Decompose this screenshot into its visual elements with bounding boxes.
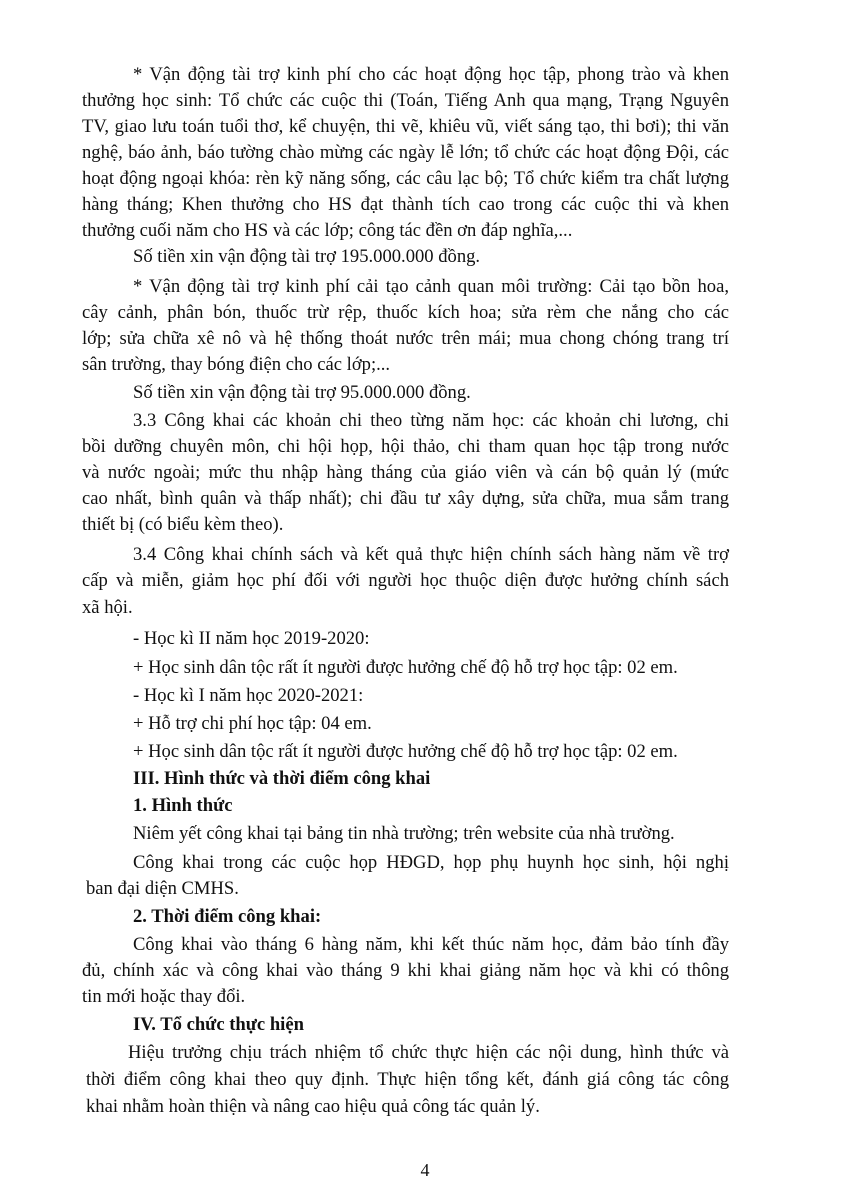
paragraph-line: khai nhằm hoàn thiện và nâng cao hiệu quả công tác quản lý. (86, 1096, 540, 1117)
page-number: 4 (420, 1160, 430, 1180)
paragraph-line: hàng tháng; Khen thưởng cho HS đạt thành tích cao trong các cuộc thi và khen (82, 194, 729, 215)
paragraph-line: lớp; sửa chữa xê nô và hệ thống thoát nước trên mái; mua chong chóng trang trí (82, 328, 729, 349)
paragraph-line: Hiệu trưởng chịu trách nhiệm tổ chức thực hiện các nội dung, hình thức và (128, 1042, 729, 1063)
paragraph-line: thiết bị (có biểu kèm theo). (82, 514, 284, 535)
section-heading: IV. Tổ chức thực hiện (133, 1014, 304, 1035)
paragraph-line: Công khai trong các cuộc họp HĐGD, họp phụ huynh học sinh, hội nghị (133, 852, 729, 873)
paragraph-line: 3.3 Công khai các khoản chi theo từng năm học: các khoản chi lương, chi (133, 410, 729, 431)
paragraph-line: xã hội. (82, 597, 133, 618)
paragraph-line: hoạt động ngoại khóa: rèn kỹ năng sống, các câu lạc bộ; Tổ chức kiểm tra chất lượng (82, 168, 729, 189)
amount-line: Số tiền xin vận động tài trợ 195.000.000 đồng. (133, 246, 481, 267)
paragraph-line: Công khai vào tháng 6 hàng năm, khi kết thúc năm học, đảm bảo tính đầy (133, 934, 729, 955)
list-item: + Hỗ trợ chi phí học tập: 04 em. (133, 713, 372, 734)
paragraph-line: cây cảnh, phân bón, thuốc trừ rệp, thuốc kích hoa; sửa rèm che nắng cho các (82, 302, 729, 323)
paragraph-line: thưởng cuối năm cho HS và các lớp; công tác đền ơn đáp nghĩa,... (82, 220, 573, 241)
paragraph-line: * Vận động tài trợ kinh phí cải tạo cảnh quan môi trường: Cải tạo bồn hoa, (133, 276, 729, 297)
list-item: + Học sinh dân tộc rất ít người được hưởng chế độ hỗ trợ học tập: 02 em. (133, 657, 678, 678)
paragraph-line: bồi dưỡng chuyên môn, chi hội họp, hội thảo, chi tham quan học tập trong nước (82, 436, 729, 457)
paragraph-line: và nước ngoài; mức thu nhập hàng tháng của giáo viên và cán bộ quản lý (mức (82, 462, 729, 483)
paragraph-line: thưởng học sinh: Tổ chức các cuộc thi (Toán, Tiếng Anh qua mạng, Trạng Nguyên (82, 90, 729, 111)
paragraph-line: cấp và miễn, giảm học phí đối với người học thuộc diện được hưởng chính sách (82, 570, 729, 591)
paragraph-line: tin mới hoặc thay đổi. (82, 986, 246, 1007)
paragraph-line: Niêm yết công khai tại bảng tin nhà trường; trên website của nhà trường. (133, 823, 675, 844)
section-heading: III. Hình thức và thời điểm công khai (133, 768, 431, 789)
paragraph-line: sân trường, thay bóng điện cho các lớp;... (82, 354, 391, 375)
paragraph-line: nghệ, báo ảnh, báo tường chào mừng các ngày lễ lớn; tổ chức các hoạt động Đội, các (82, 142, 729, 163)
subsection-heading: 1. Hình thức (133, 795, 233, 816)
list-item: + Học sinh dân tộc rất ít người được hưởng chế độ hỗ trợ học tập: 02 em. (133, 741, 678, 762)
paragraph-line: 3.4 Công khai chính sách và kết quả thực hiện chính sách hàng năm về trợ (133, 544, 729, 565)
paragraph-line: thời điểm công khai theo quy định. Thực hiện tổng kết, đánh giá công tác công (86, 1069, 729, 1090)
list-item: - Học kì II năm học 2019-2020: (133, 628, 370, 649)
subsection-heading: 2. Thời điểm công khai: (133, 906, 322, 927)
paragraph-line: TV, giao lưu toán tuổi thơ, kể chuyện, thi vẽ, khiêu vũ, viết sáng tạo, thi bơi); thi văn (82, 116, 729, 137)
paragraph-line: đủ, chính xác và công khai vào tháng 9 khi khai giảng năm học và khi có thông (82, 960, 729, 981)
amount-line: Số tiền xin vận động tài trợ 95.000.000 đồng. (133, 382, 471, 403)
list-item: - Học kì I năm học 2020-2021: (133, 685, 364, 706)
paragraph-line: cao nhất, bình quân và thấp nhất); chi đầu tư xây dựng, sửa chữa, mua sắm trang (82, 488, 729, 509)
paragraph-line: ban đại diện CMHS. (86, 878, 239, 899)
paragraph-line: * Vận động tài trợ kinh phí cho các hoạt động học tập, phong trào và khen (133, 64, 729, 85)
